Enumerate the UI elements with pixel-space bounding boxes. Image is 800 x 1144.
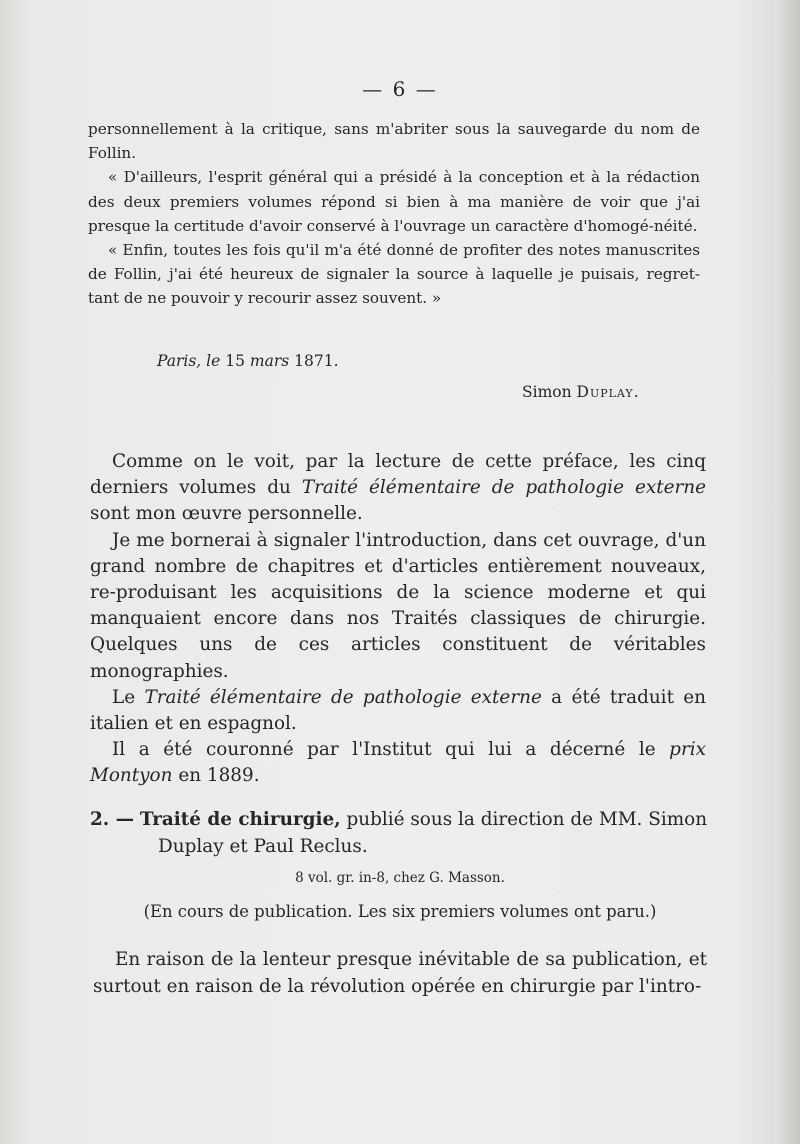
closing-paragraph: En raison de la lenteur presque inévitable de sa publication, et surtout en raison de la révolution opérée en chirurgie par l'intro- <box>93 949 707 997</box>
commentary-paragraph-1: Comme on le voit, par la lecture de cette préface, les cinq derniers volumes du Traité élémentaire de pathologie externe sont mon œuvre personnelle. <box>90 451 706 525</box>
preface-paragraph-3: « Enfin, toutes les fois qu'il m'a été donné de profiter des notes manuscrites de Follin, j'ai été heureux de signaler la source à laquelle je puisais, regret-tant de ne pouvoir y recourir assez souvent. » <box>88 241 700 308</box>
page-edge-shadow <box>778 0 800 1144</box>
bibliography-entry-2 <box>90 806 710 860</box>
publication-details: 8 vol. gr. in-8, chez G. Masson. <box>295 870 505 886</box>
commentary <box>90 449 706 790</box>
prize-name: prix Montyon <box>90 739 706 787</box>
entry-line-1: 2. — Traité de chirurgie, publié sous la direction de MM. Simon <box>90 809 708 830</box>
commentary-paragraph-2: Je me bornerai à signaler l'introduction, dans cet ouvrage, d'un grand nombre de chapitres et d'articles entièrement nouveaux, re-produisant les acquisitions de la science moderne et qui manquaient encore dans nos Traités classiques de chirurgie. Quelques uns de ces articles constituent de véritables monographies. <box>90 529 706 682</box>
preface-quote <box>88 117 700 311</box>
publication-status: (En cours de publication. Les six premiers volumes ont paru.) <box>143 902 657 921</box>
commentary-paragraph-3: Le Traité élémentaire de pathologie externe a été traduit en italien et en espagnol. <box>90 686 706 735</box>
preface-paragraph-2: « D'ailleurs, l'esprit général qui a présidé à la conception et à la rédaction des deux premiers volumes répond si bien à ma manière de voir que j'ai presque la certitude d'avoir conservé à l'ouvrage un caractère d'homogé-néité. <box>88 168 700 235</box>
book-title: Traité élémentaire de pathologie externe <box>301 477 706 499</box>
preface-paragraph-1: personnellement à la critique, sans m'abriter sous la sauvegarde du nom de Follin. <box>88 120 700 163</box>
entry-number: 2. — <box>90 809 134 830</box>
entry-line-2: Duplay et Paul Reclus. <box>158 836 368 857</box>
commentary-paragraph-4: Il a été couronné par l'Institut qui lui a décerné le prix Montyon en 1889. <box>90 739 706 787</box>
preface-signature: Simon Duplay. <box>522 383 640 401</box>
book-title: Traité élémentaire de pathologie externe <box>144 686 542 708</box>
preface-date: Paris, le 15 mars 1871. <box>157 352 339 370</box>
entry-title: Traité de chirurgie, <box>139 809 341 830</box>
page-number: — 6 — <box>362 77 438 101</box>
